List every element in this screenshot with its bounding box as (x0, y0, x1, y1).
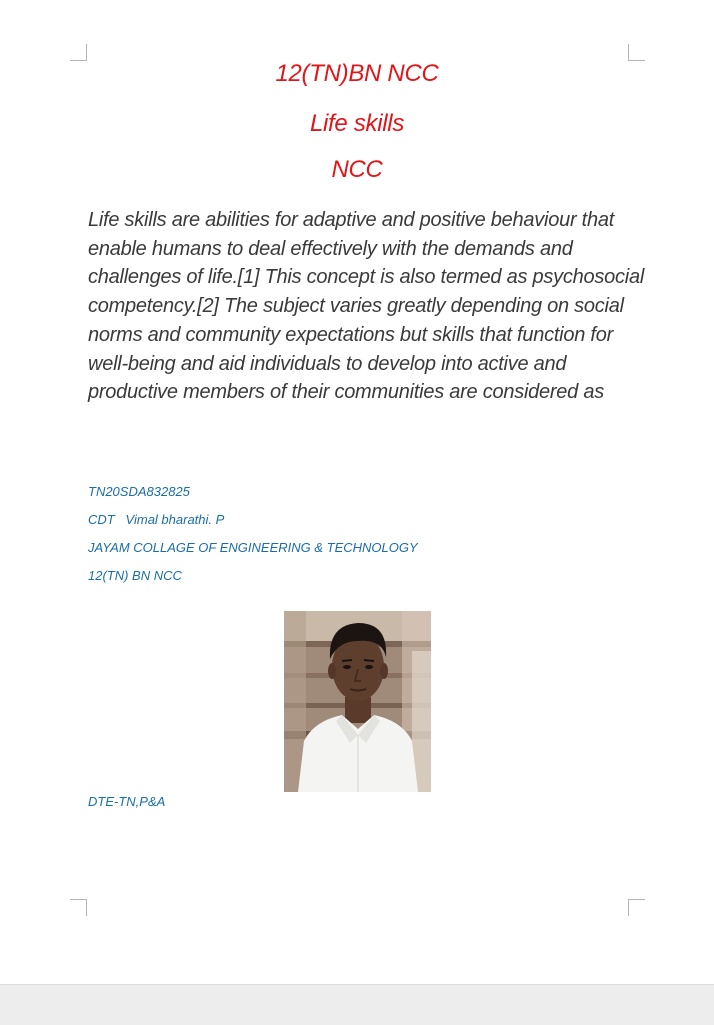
body-paragraph: Life skills are abilities for adaptive and positive behaviour that enable humans to deal effectively with the demands and challenges of life.[1] This concept is also termed as psychosocial competency.[2] The subject varies greatly depending on social norms and community expectations but skills that function for well-being and aid individuals to develop into active and productive members of their communities are considered as (88, 209, 645, 404)
cadet-photo (284, 611, 431, 792)
crop-mark-bottom-left (70, 899, 87, 916)
cadet-id: TN20SDA832825 (88, 484, 190, 499)
footer-directorate: DTE-TN,P&A (88, 794, 166, 809)
cadet-unit: 12(TN) BN NCC (88, 568, 182, 583)
crop-mark-top-right (628, 44, 645, 61)
heading-battalion: 12(TN)BN NCC (275, 60, 439, 87)
viewer-bottom-bar (0, 984, 714, 1025)
crop-mark-bottom-right (628, 899, 645, 916)
heading-topic: Life skills (309, 110, 405, 137)
cadet-name: CDT Vimal bharathi. P (88, 512, 225, 527)
cadet-college: JAYAM COLLAGE OF ENGINEERING & TECHNOLOGY (88, 540, 418, 555)
heading-ncc: NCC (331, 156, 383, 183)
crop-mark-top-left (70, 44, 87, 61)
